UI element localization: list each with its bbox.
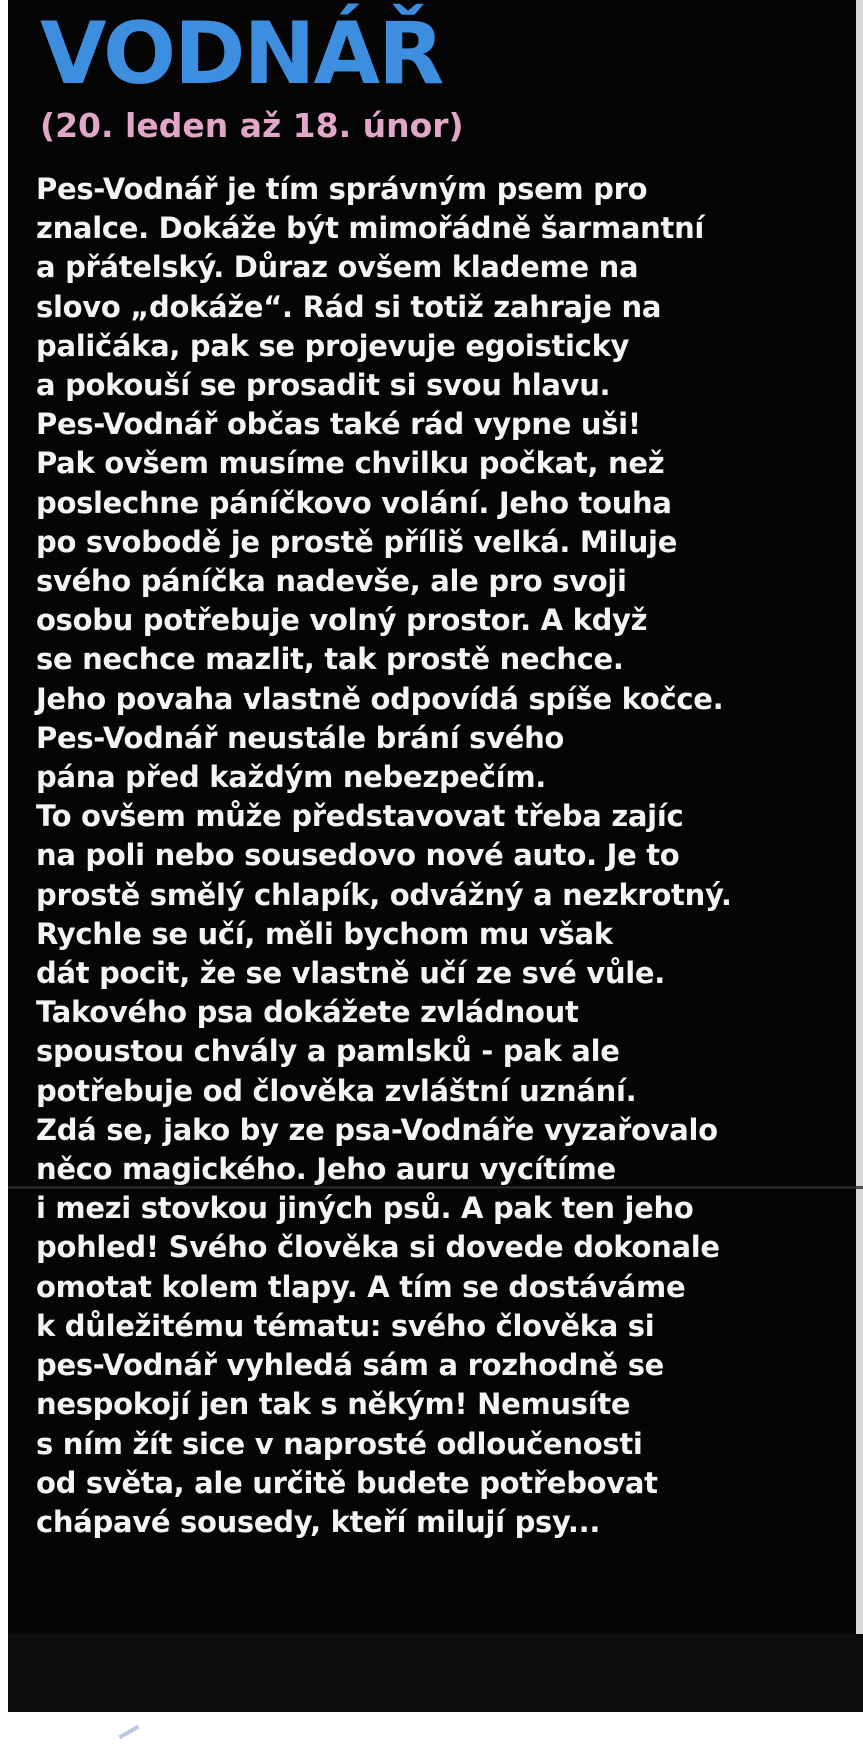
body-line: k důležitému tématu: svého člověka si (36, 1308, 655, 1343)
body-line: To ovšem může představovat třeba zajíc (36, 799, 684, 834)
body-line: se nechce mazlit, tak prostě nechce. (36, 642, 624, 677)
body-line: Pes-Vodnář občas také rád vypne uši! (36, 407, 641, 442)
body-line: osobu potřebuje volný prostor. A když (36, 603, 648, 638)
body-line: i mezi stovkou jiných psů. A pak ten jeho (36, 1191, 694, 1226)
stray-mark (118, 1725, 139, 1739)
body-line: znalce. Dokáže být mimořádně šarmantní (36, 211, 705, 246)
scan-edge (856, 0, 863, 1712)
body-line: Rychle se učí, měli bychom mu však (36, 916, 613, 951)
body-line: a přátelský. Důraz ovšem klademe na (36, 250, 639, 285)
body-line: něco magického. Jeho auru vycítíme (36, 1152, 616, 1187)
body-line: chápavé sousedy, kteří milují psy... (36, 1504, 601, 1539)
body-line: pohled! Svého člověka si dovede dokonale (36, 1230, 720, 1265)
body-line: pána před každým nebezpečím. (36, 760, 546, 795)
body-line: na poli nebo sousedovo nové auto. Je to (36, 838, 680, 873)
body-line: Pak ovšem musíme chvilku počkat, než (36, 446, 665, 481)
body-line: poslechne páníčkovo volání. Jeho touha (36, 485, 672, 520)
body-line: prostě smělý chlapík, odvážný a nezkrotný. (36, 877, 732, 912)
body-line: Pes-Vodnář je tím správným psem pro (36, 172, 648, 206)
body-line: Takového psa dokážete zvládnout (36, 995, 579, 1030)
body-line: s ním žít sice v naprosté odloučenosti (36, 1426, 643, 1461)
date-range: (20. leden až 18. únor) (40, 106, 464, 145)
body-line: spoustou chvály a pamlsků - pak ale (36, 1034, 620, 1069)
body-line: paličáka, pak se projevuje egoisticky (36, 328, 630, 363)
article-title: VODNÁŘ (40, 4, 443, 104)
body-line: potřebuje od člověka zvláštní uznání. (36, 1073, 637, 1108)
body-line: pes-Vodnář vyhledá sám a rozhodně se (36, 1348, 665, 1383)
body-line: po svobodě je prostě příliš velká. Miluje (36, 524, 678, 559)
body-line: slovo „dokáže“. Rád si totiž zahraje na (36, 289, 662, 324)
body-line: omotat kolem tlapy. A tím se dostáváme (36, 1269, 686, 1304)
body-line: nespokojí jen tak s někým! Nemusíte (36, 1387, 631, 1422)
body-line: svého páníčka nadevše, ale pro svoji (36, 564, 627, 599)
body-line: od světa, ale určitě budete potřebovat (36, 1465, 658, 1500)
article-body (36, 170, 851, 1542)
body-line: Jeho povaha vlastně odpovídá spíše kočce. (36, 681, 724, 716)
body-line: Zdá se, jako by ze psa-Vodnáře vyzařovalo (36, 1112, 718, 1147)
bottom-band (8, 1634, 863, 1712)
body-line: dát pocit, že se vlastně učí ze své vůle. (36, 956, 666, 991)
body-line: Pes-Vodnář neustále brání svého (36, 720, 565, 755)
body-line: a pokouší se prosadit si svou hlavu. (36, 368, 611, 403)
